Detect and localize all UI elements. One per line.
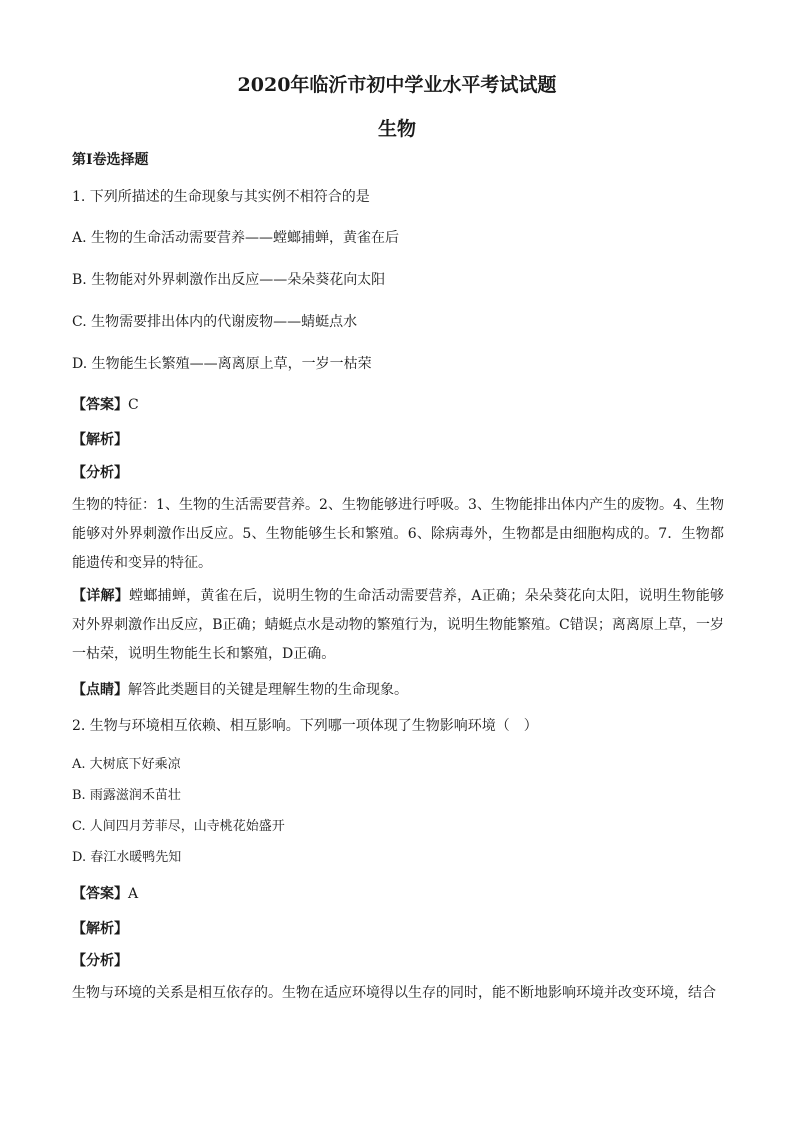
q2-fenxi-text: 生物与环境的关系是相互依存的。生物在适应环境得以生存的同时，能不断地影响环境并改变环境，结合 xyxy=(72,985,716,1001)
q1-answer xyxy=(72,395,732,415)
q1-option-c: C. 生物需要排出体内的代谢废物——蜻蜓点水 xyxy=(72,314,358,330)
q2-option-c: C. 人间四月芳菲尽，山寺桃花始盛开 xyxy=(72,819,285,834)
q1-fenxi-text: 生物的特征：1、生物的生活需要营养。2、生物能够进行呼吸。3、生物能排出体内产生的废物。4、生物能够对外界刺激作出反应。5、生物能够生长和繁殖。6、除病毒外，生物都是由细胞构成的。7．生物都能遗传和变异的特征。 xyxy=(72,497,724,571)
q1-point-tag: 【点睛】 xyxy=(72,682,128,698)
q1-answer-value: C xyxy=(128,397,139,413)
q1-detail-tag: 【详解】 xyxy=(72,588,130,604)
q2-answer-value: A xyxy=(128,886,139,902)
q2-option-b: B. 雨露滋润禾苗壮 xyxy=(72,788,181,803)
section-heading: 第Ⅰ卷选择题 xyxy=(72,152,149,168)
q2-answer xyxy=(72,884,732,904)
q1-detail xyxy=(72,582,724,669)
q1-fenxi-tag: 【分析】 xyxy=(72,465,128,481)
document-title: 2020年临沂市初中学业水平考试试题 xyxy=(237,74,557,96)
q1-stem: 1. 下列所描述的生命现象与其实例不相符合的是 xyxy=(72,189,370,205)
q1-option-a: A. 生物的生命活动需要营养——螳螂捕蝉，黄雀在后 xyxy=(72,230,400,246)
q1-point-text: 解答此类题目的关键是理解生物的生命现象。 xyxy=(128,682,408,698)
subject-title: 生物 xyxy=(377,118,416,140)
q2-option-a: A. 大树底下好乘凉 xyxy=(72,757,181,772)
q1-point xyxy=(72,680,732,700)
q2-analysis-tag: 【解析】 xyxy=(72,921,128,937)
q2-option-d: D. 春江水暖鸭先知 xyxy=(72,850,182,865)
q1-answer-tag: 【答案】 xyxy=(72,397,128,413)
q1-option-b: B. 生物能对外界刺激作出反应——朵朵葵花向太阳 xyxy=(72,272,386,288)
q2-stem: 2. 生物与环境相互依赖、相互影响。下列哪一项体现了生物影响环境（ ） xyxy=(72,718,538,734)
q1-detail-text: 螳螂捕蝉，黄雀在后，说明生物的生命活动需要营养，A正确；朵朵葵花向太阳，说明生物能够对外界刺激作出反应，B正确；蜻蜓点水是动物的繁殖行为，说明生物能繁殖。C错误；离离原上草，一岁一枯荣，说明生物能生长和繁殖，D正确。 xyxy=(72,588,725,662)
q1-analysis-tag: 【解析】 xyxy=(72,432,128,448)
q2-fenxi-tag: 【分析】 xyxy=(72,953,128,969)
q1-option-d: D. 生物能生长繁殖——离离原上草，一岁一枯荣 xyxy=(72,356,372,372)
q2-answer-tag: 【答案】 xyxy=(72,886,128,902)
